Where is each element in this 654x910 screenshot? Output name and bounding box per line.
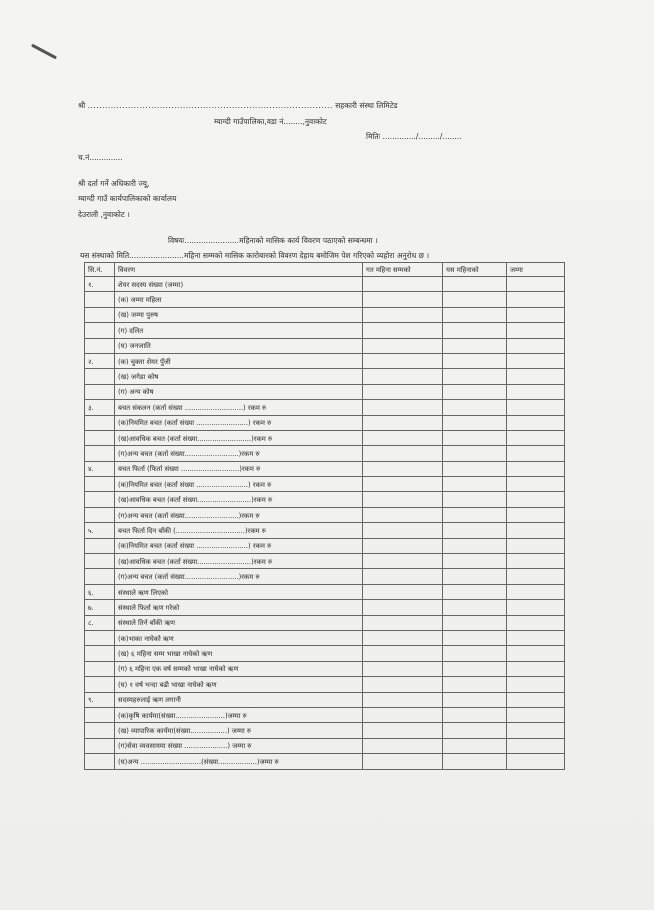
row-total-value-cell[interactable] (507, 446, 565, 461)
body-text: यस संस्थाको मिति.......................महिना सम्मको मासिक कारोबारको विवरण देहाय बमोजिम पेश गरिएको व्यहोरा अनुरोध छ । (80, 251, 430, 260)
row-description: शेयर सदस्य संख्या (जम्मा) (115, 277, 363, 292)
row-cur-value-cell[interactable] (443, 754, 507, 769)
row-total-value-cell[interactable] (507, 677, 565, 692)
row-description: (ग) ६ महिना एक वर्ष सम्मको भाखा नाघेको ऋण (115, 661, 363, 676)
row-description: (क) चुक्ता शेयर पुँजी (115, 353, 363, 368)
row-serial-number: ९. (85, 692, 115, 707)
row-serial-number (85, 723, 115, 738)
row-cur-value-cell[interactable] (443, 307, 507, 322)
row-total-value-cell[interactable] (507, 292, 565, 307)
row-total-value-cell[interactable] (507, 754, 565, 769)
row-total-value-cell[interactable] (507, 615, 565, 630)
row-serial-number (85, 554, 115, 569)
row-serial-number (85, 492, 115, 507)
table-row (85, 538, 565, 553)
table-row (85, 630, 565, 645)
row-serial-number (85, 430, 115, 445)
row-prev-value-cell[interactable] (363, 630, 443, 645)
table-row (85, 292, 565, 307)
row-total-value-cell[interactable] (507, 569, 565, 584)
row-total-value-cell[interactable] (507, 584, 565, 599)
row-serial-number (85, 477, 115, 492)
table-row (85, 477, 565, 492)
row-cur-value-cell[interactable] (443, 615, 507, 630)
row-description: (ख)आवधिक बचत (कर्ता संख्या.........................)रकम रु (115, 430, 363, 445)
row-description: बचत संकलन (कर्ता संख्या ...........................) रकम रु (115, 400, 363, 415)
row-serial-number (85, 446, 115, 461)
row-prev-value-cell[interactable] (363, 415, 443, 430)
table-row (85, 384, 565, 399)
row-prev-value-cell[interactable] (363, 307, 443, 322)
row-prev-value-cell[interactable] (363, 277, 443, 292)
header-total: जम्मा (507, 263, 565, 277)
row-prev-value-cell[interactable] (363, 677, 443, 692)
row-description: (ग) दलित (115, 323, 363, 338)
addressee-org-line (78, 101, 398, 111)
row-total-value-cell[interactable] (507, 369, 565, 384)
table-row (85, 600, 565, 615)
row-serial-number (85, 415, 115, 430)
row-description: (क)कृषि कार्यमा(संख्या.......................)जम्मा रु (115, 707, 363, 722)
row-description: बचत फिर्ता (फिर्ता संख्या ...........................)रकम रु (115, 461, 363, 476)
monthly-report-table (84, 262, 565, 770)
row-total-value-cell[interactable] (507, 400, 565, 415)
table-row (85, 554, 565, 569)
date-line: मितिः ............../........./........ (366, 132, 462, 141)
row-cur-value-cell[interactable] (443, 538, 507, 553)
row-total-value-cell[interactable] (507, 646, 565, 661)
row-description: (ख)आवधिक बचत (कर्ता संख्या.........................)रकम रु (115, 492, 363, 507)
row-description: (घ) जनजाति (115, 338, 363, 353)
row-cur-value-cell[interactable] (443, 692, 507, 707)
header-sn: सि.नं. (85, 263, 115, 277)
table-row (85, 446, 565, 461)
row-serial-number: ३. (85, 400, 115, 415)
row-cur-value-cell[interactable] (443, 569, 507, 584)
header-previous-month: गत महिना सम्मको (363, 263, 443, 277)
row-prev-value-cell[interactable] (363, 646, 443, 661)
header-description: विवरण (115, 263, 363, 277)
subject-line: विषयः.......................महिनाको मासिक कार्य विवरण पठाएको सम्बन्धमा । (168, 236, 378, 245)
row-prev-value-cell[interactable] (363, 723, 443, 738)
row-serial-number: २. (85, 353, 115, 368)
row-total-value-cell[interactable] (507, 600, 565, 615)
row-prev-value-cell[interactable] (363, 446, 443, 461)
table-row (85, 369, 565, 384)
row-description: (ग)सेवा व्यवसायमा संख्या ....................) जम्मा रु (115, 738, 363, 753)
row-serial-number (85, 754, 115, 769)
row-prev-value-cell[interactable] (363, 477, 443, 492)
row-prev-value-cell[interactable] (363, 538, 443, 553)
row-description: (क)भाका नाघेको ऋण (115, 630, 363, 645)
row-total-value-cell[interactable] (507, 338, 565, 353)
table-row (85, 277, 565, 292)
row-description: संस्थाले तिर्न बाँकी ऋण (115, 615, 363, 630)
row-serial-number (85, 369, 115, 384)
table-row (85, 723, 565, 738)
row-prev-value-cell[interactable] (363, 323, 443, 338)
row-description: (ग)अन्य बचत (कर्ता संख्या.........................)रकम रु (115, 507, 363, 522)
row-description: (ग)अन्य बचत (कर्ता संख्या.........................)रकम रु (115, 569, 363, 584)
row-cur-value-cell[interactable] (443, 430, 507, 445)
row-prev-value-cell[interactable] (363, 692, 443, 707)
row-prev-value-cell[interactable] (363, 584, 443, 599)
row-cur-value-cell[interactable] (443, 492, 507, 507)
row-description: (ख) जगेडा कोष (115, 369, 363, 384)
row-cur-value-cell[interactable] (443, 477, 507, 492)
row-serial-number: ८. (85, 615, 115, 630)
org-name-blank: ..................................................................................... (87, 101, 333, 110)
row-serial-number (85, 677, 115, 692)
row-prev-value-cell[interactable] (363, 492, 443, 507)
row-total-value-cell[interactable] (507, 523, 565, 538)
row-total-value-cell[interactable] (507, 692, 565, 707)
row-cur-value-cell[interactable] (443, 661, 507, 676)
row-total-value-cell[interactable] (507, 323, 565, 338)
table-row (85, 400, 565, 415)
row-prev-value-cell[interactable] (363, 523, 443, 538)
row-cur-value-cell[interactable] (443, 384, 507, 399)
row-cur-value-cell[interactable] (443, 600, 507, 615)
addressee-title: श्री दर्ता गर्ने अधिकारी ज्यू, (78, 179, 150, 188)
scan-mark (31, 44, 57, 60)
row-prev-value-cell[interactable] (363, 707, 443, 722)
row-total-value-cell[interactable] (507, 307, 565, 322)
row-total-value-cell[interactable] (507, 415, 565, 430)
row-description: (ग)अन्य बचत (कर्ता संख्या.........................)रकम रु (115, 446, 363, 461)
row-prev-value-cell[interactable] (363, 754, 443, 769)
row-cur-value-cell[interactable] (443, 738, 507, 753)
row-prev-value-cell[interactable] (363, 554, 443, 569)
row-cur-value-cell[interactable] (443, 507, 507, 522)
row-prev-value-cell[interactable] (363, 600, 443, 615)
row-prev-value-cell[interactable] (363, 569, 443, 584)
row-total-value-cell[interactable] (507, 477, 565, 492)
row-serial-number (85, 630, 115, 645)
row-total-value-cell[interactable] (507, 738, 565, 753)
row-serial-number (85, 569, 115, 584)
row-total-value-cell[interactable] (507, 461, 565, 476)
row-cur-value-cell[interactable] (443, 584, 507, 599)
row-cur-value-cell[interactable] (443, 646, 507, 661)
row-prev-value-cell[interactable] (363, 353, 443, 368)
row-serial-number (85, 538, 115, 553)
row-serial-number (85, 323, 115, 338)
row-serial-number (85, 507, 115, 522)
row-prev-value-cell[interactable] (363, 738, 443, 753)
row-serial-number: ७. (85, 600, 115, 615)
row-cur-value-cell[interactable] (443, 523, 507, 538)
row-description: संस्थाले फिर्ता ऋण गरेको (115, 600, 363, 615)
row-description: (घ)अन्य ............................(संख्या..................)जम्मा रु (115, 754, 363, 769)
row-description: (ख) जम्मा पुरुष (115, 307, 363, 322)
table-row (85, 492, 565, 507)
table-row (85, 569, 565, 584)
table-row (85, 584, 565, 599)
row-total-value-cell[interactable] (507, 630, 565, 645)
row-cur-value-cell[interactable] (443, 353, 507, 368)
row-prev-value-cell[interactable] (363, 400, 443, 415)
row-cur-value-cell[interactable] (443, 415, 507, 430)
table-row (85, 353, 565, 368)
reference-number: च.नं.............. (78, 153, 123, 162)
row-description: बचत फिर्ता दिन बाँकी (................................)रकम रु (115, 523, 363, 538)
row-prev-value-cell[interactable] (363, 430, 443, 445)
row-cur-value-cell[interactable] (443, 338, 507, 353)
row-prev-value-cell[interactable] (363, 338, 443, 353)
row-total-value-cell[interactable] (507, 661, 565, 676)
row-serial-number: ५. (85, 523, 115, 538)
row-description: (ख)आवधिक बचत (कर्ता संख्या.........................)रकम रु (115, 554, 363, 569)
org-suffix: सहकारी संस्था लिमिटेड (335, 101, 398, 110)
row-cur-value-cell[interactable] (443, 554, 507, 569)
row-serial-number: ४. (85, 461, 115, 476)
row-serial-number (85, 738, 115, 753)
table-row (85, 507, 565, 522)
table-row (85, 661, 565, 676)
row-cur-value-cell[interactable] (443, 277, 507, 292)
row-total-value-cell[interactable] (507, 492, 565, 507)
row-cur-value-cell[interactable] (443, 323, 507, 338)
row-serial-number (85, 384, 115, 399)
row-total-value-cell[interactable] (507, 538, 565, 553)
row-cur-value-cell[interactable] (443, 369, 507, 384)
row-description: (ख) ६ महिना सम्म भाखा नाघेको ऋण (115, 646, 363, 661)
table-row (85, 692, 565, 707)
row-total-value-cell[interactable] (507, 384, 565, 399)
row-prev-value-cell[interactable] (363, 661, 443, 676)
row-description: सदस्यहरुलाई ऋण लगानी (115, 692, 363, 707)
table-row (85, 523, 565, 538)
row-description: (क) जम्मा महिला (115, 292, 363, 307)
table-row (85, 646, 565, 661)
table-row (85, 430, 565, 445)
municipality-line: म्याग्दी गाउँपालिका,वडा नं........,नुवाकोट (214, 117, 327, 126)
row-prev-value-cell[interactable] (363, 507, 443, 522)
addressee-office: म्याग्दी गाउँ कार्यपालिकाको कार्यालय (78, 194, 177, 203)
row-description: (ग) अन्य कोष (115, 384, 363, 399)
row-prev-value-cell[interactable] (363, 369, 443, 384)
table-row (85, 338, 565, 353)
row-description: संस्थाले ऋण लिएको (115, 584, 363, 599)
addressee-location: देउराली ,नुवाकोट । (78, 210, 130, 219)
row-prev-value-cell[interactable] (363, 292, 443, 307)
row-total-value-cell[interactable] (507, 277, 565, 292)
table-row (85, 677, 565, 692)
row-total-value-cell[interactable] (507, 353, 565, 368)
table-row (85, 307, 565, 322)
row-cur-value-cell[interactable] (443, 630, 507, 645)
row-serial-number (85, 338, 115, 353)
row-prev-value-cell[interactable] (363, 461, 443, 476)
table-row (85, 738, 565, 753)
table-row (85, 615, 565, 630)
table-row (85, 754, 565, 769)
row-serial-number (85, 646, 115, 661)
table-row (85, 415, 565, 430)
row-cur-value-cell[interactable] (443, 461, 507, 476)
row-description: (क)नियमित बचत (कर्ता संख्या ........................) रकम रु (115, 415, 363, 430)
table-row (85, 707, 565, 722)
row-cur-value-cell[interactable] (443, 723, 507, 738)
row-prev-value-cell[interactable] (363, 615, 443, 630)
row-description: (क)नियमित बचत (कर्ता संख्या ........................) रकम रु (115, 477, 363, 492)
row-prev-value-cell[interactable] (363, 384, 443, 399)
shree-prefix: श्री (78, 101, 86, 110)
row-total-value-cell[interactable] (507, 707, 565, 722)
row-serial-number (85, 707, 115, 722)
row-cur-value-cell[interactable] (443, 677, 507, 692)
row-serial-number: ६. (85, 584, 115, 599)
table-row (85, 323, 565, 338)
row-total-value-cell[interactable] (507, 554, 565, 569)
row-cur-value-cell[interactable] (443, 707, 507, 722)
table-header-row (85, 263, 565, 277)
row-description: (घ) १ वर्ष भन्दा बढी भाखा नाघेको ऋण (115, 677, 363, 692)
row-cur-value-cell[interactable] (443, 292, 507, 307)
row-serial-number (85, 292, 115, 307)
header-this-month: यस महिनाको (443, 263, 507, 277)
row-total-value-cell[interactable] (507, 430, 565, 445)
row-cur-value-cell[interactable] (443, 400, 507, 415)
row-total-value-cell[interactable] (507, 723, 565, 738)
row-serial-number: १. (85, 277, 115, 292)
row-description: (ख) व्यापारिक कार्यमा(संख्या.................) जम्मा रु (115, 723, 363, 738)
row-total-value-cell[interactable] (507, 507, 565, 522)
row-description: (क)नियमित बचत (कर्ता संख्या ........................) रकम रु (115, 538, 363, 553)
row-cur-value-cell[interactable] (443, 446, 507, 461)
row-serial-number (85, 307, 115, 322)
table-row (85, 461, 565, 476)
row-serial-number (85, 661, 115, 676)
